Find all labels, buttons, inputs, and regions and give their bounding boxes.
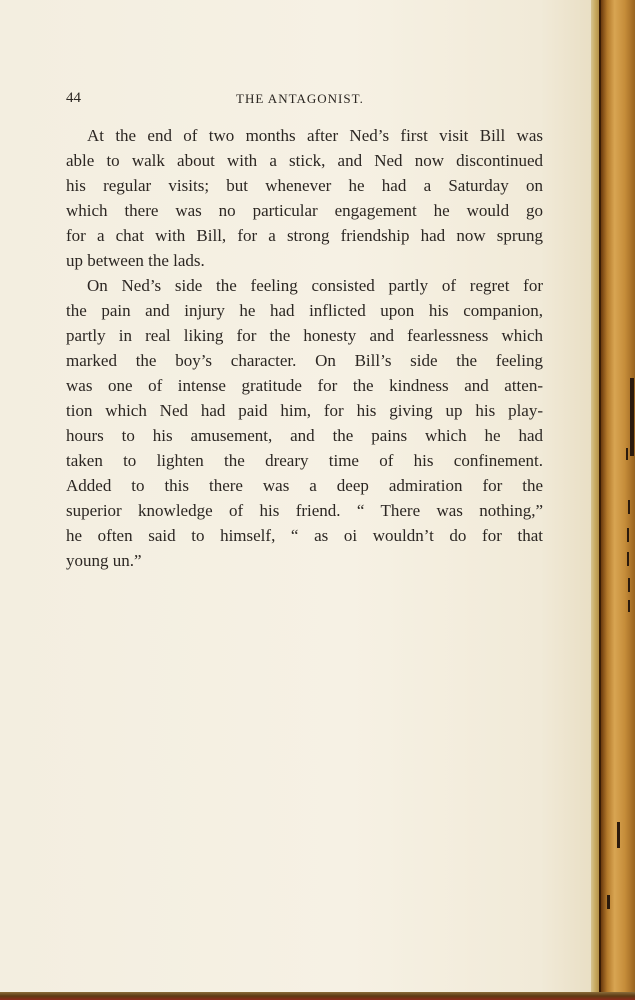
text-line: up between the lads. — [66, 251, 205, 270]
bleed-through-mark — [628, 578, 630, 592]
page-bottom-edge — [0, 992, 635, 1000]
text-line: partly in real liking for the honesty and fearlessness which — [66, 326, 543, 345]
page-header — [66, 90, 543, 110]
text-line: tion which Ned had paid him, for his giving up his play- — [66, 401, 543, 420]
text-line: was one of intense gratitude for the kindness and atten- — [66, 376, 543, 395]
text-line: marked the boy’s character. On Bill’s side the feeling — [66, 351, 543, 370]
bleed-through-mark — [626, 448, 628, 460]
bleed-through-mark — [607, 895, 610, 909]
bleed-through-mark — [617, 822, 620, 848]
page-number: 44 — [66, 90, 81, 106]
text-line: he often said to himself, “ as oi wouldn’t do for that — [66, 526, 543, 545]
text-line: taken to lighten the dreary time of his confinement. — [66, 451, 543, 470]
paragraph-1 — [66, 123, 543, 273]
bleed-through-mark — [628, 600, 630, 612]
running-title: THE ANTAGONIST. — [236, 91, 364, 106]
paragraph-2 — [66, 273, 543, 573]
body-text — [66, 123, 543, 573]
text-line: Added to this there was a deep admiration for the — [66, 476, 543, 495]
text-line: hours to his amusement, and the pains which he had — [66, 426, 543, 445]
text-line: able to walk about with a stick, and Ned now discontinued — [66, 151, 543, 170]
text-line: At the end of two months after Ned’s first visit Bill was — [87, 126, 543, 145]
bleed-through-mark — [630, 378, 634, 456]
text-line: young un.” — [66, 551, 142, 570]
text-line: the pain and injury he had inflicted upon his companion, — [66, 301, 543, 320]
text-line: which there was no particular engagement he would go — [66, 201, 543, 220]
text-line: On Ned’s side the feeling consisted partly of regret for — [87, 276, 543, 295]
bleed-through-mark — [628, 500, 630, 514]
bleed-through-mark — [627, 552, 629, 566]
text-line: his regular visits; but whenever he had a Saturday on — [66, 176, 543, 195]
text-line: superior knowledge of his friend. “ There was nothing,” — [66, 501, 543, 520]
bleed-through-mark — [627, 528, 629, 542]
text-line: for a chat with Bill, for a strong friendship had now sprung — [66, 226, 543, 245]
